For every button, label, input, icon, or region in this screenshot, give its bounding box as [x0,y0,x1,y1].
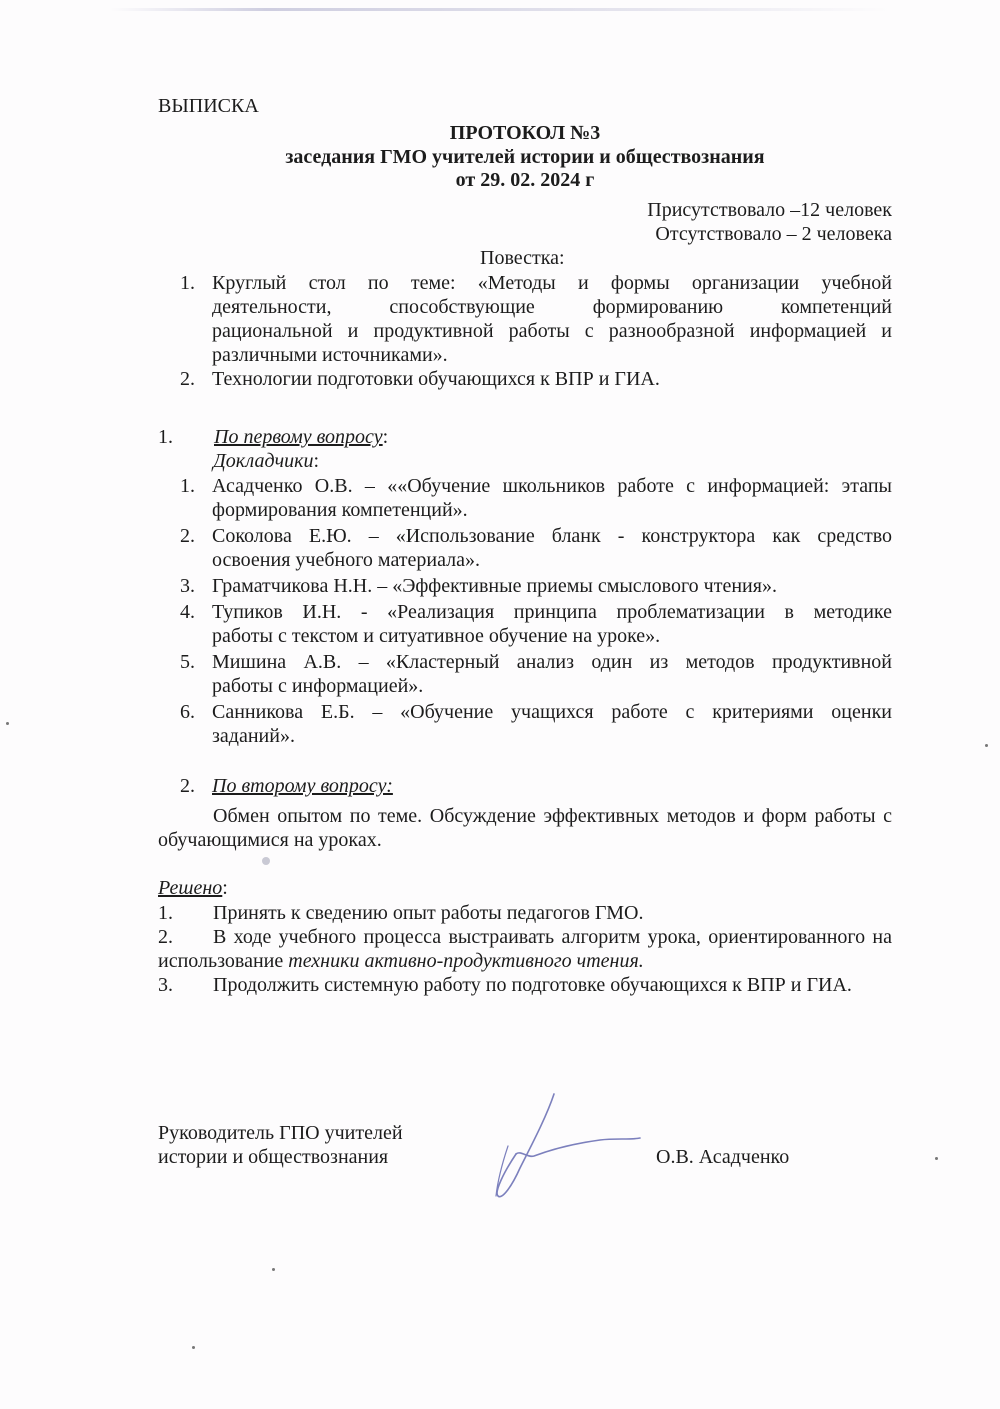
speaker-item [180,524,892,572]
speaker-number: 6. [180,701,195,723]
protocol-subtitle: заседания ГМО учителей истории и обществознания [285,146,765,168]
speaker-line: работы с информацией». [212,675,424,697]
handwritten-signature [490,1088,650,1208]
decision-number: 1. [158,902,173,924]
speaker-number: 5. [180,651,195,673]
attendance-present: Присутствовало –12 человек [647,199,892,221]
scan-artifact [110,8,890,11]
speaker-line: Мишина А.В. – «Кластерный анализ один из методов продуктивной [212,651,892,673]
speaker-line: Соколова Е.Ю. – «Использование бланк - конструктора как средство [212,525,892,547]
scan-speck [6,722,9,725]
second-question-number: 2. [180,775,195,797]
signatory-position-line: истории и обществознания [158,1146,389,1168]
document-label: ВЫПИСКА [158,95,259,117]
decisions-list [158,901,892,997]
decision-text: В ходе учебного процесса выстраивать алгоритм урока, ориентированного на использование [158,926,892,972]
decided-heading [158,876,228,900]
agenda-item-line: рациональной и продуктивной работы с разнообразной информацией и [212,320,892,342]
decided-label: Решено [158,877,223,899]
decision-item [158,973,892,997]
speaker-line: работы с текстом и ситуативное обучение на уроке». [212,625,661,647]
decision-item [158,925,892,973]
speaker-number: 4. [180,601,195,623]
speaker-number: 2. [180,525,195,547]
speaker-item [180,474,892,522]
speaker-line: освоения учебного материала». [212,549,481,571]
scan-speck [262,857,270,865]
signatory-position [158,1121,403,1169]
decided-colon: : [222,877,228,899]
second-question-text: Обмен опытом по теме. Обсуждение эффективных методов и форм работы с обучающимися на уроках. [158,805,892,851]
speaker-number: 3. [180,575,195,597]
speaker-line: Тупиков И.Н. - «Реализация принципа проблематизации в методике [212,601,892,623]
signatory-position-line: Руководитель ГПО учителей [158,1122,403,1144]
signatory-name: О.В. Асадченко [656,1146,790,1168]
decision-text-italic: техники активно-продуктивного чтения. [288,950,644,972]
scan-speck [272,1268,275,1271]
agenda-item-line: деятельности, способствующие формированию компетенций [212,296,892,318]
agenda-list [180,271,892,391]
second-question-heading [180,774,393,798]
second-question-label: По второму вопросу: [212,775,393,797]
speaker-item [180,700,892,748]
speakers-heading [213,449,319,473]
agenda-item [180,367,892,391]
decision-number: 2. [158,926,173,948]
agenda-item-number: 1. [180,272,195,294]
speakers-label: Докладчики [213,450,314,472]
protocol-date: от 29. 02. 2024 г [455,169,595,191]
speaker-line: формирования компетенций». [212,499,468,521]
agenda-item-number: 2. [180,368,195,390]
agenda-item-line: Технологии подготовки обучающихся к ВПР и ГИА. [212,368,660,390]
agenda-item-line: Круглый стол по теме: «Методы и формы организации учебной [212,272,892,294]
decision-item [158,901,892,925]
agenda-item [180,271,892,367]
first-question-label: По первому вопросу [214,426,383,448]
first-question-number: 1. [158,426,173,448]
speaker-item [180,600,892,648]
protocol-title: ПРОТОКОЛ №3 [449,122,601,144]
scan-speck [192,1346,195,1349]
agenda-item-line: различными источниками». [212,344,448,366]
speaker-line: Граматчикова Н.Н. – «Эффективные приемы смыслового чтения». [212,575,777,597]
speaker-line: Санникова Е.Б. – «Обучение учащихся работе с критериями оценки [212,701,892,723]
decision-text: Продолжить системную работу по подготовке обучающихся к ВПР и ГИА. [213,974,852,996]
speakers-list [180,474,892,750]
speaker-line: заданий». [212,725,295,747]
speaker-item [180,650,892,698]
scan-speck [935,1157,938,1160]
speakers-colon: : [313,450,320,472]
scan-speck [985,744,988,747]
decision-number: 3. [158,974,173,996]
speaker-number: 1. [180,475,195,497]
decision-text: Принять к сведению опыт работы педагогов ГМО. [213,902,644,924]
first-question-colon: : [382,426,389,448]
agenda-title: Повестка: [480,247,565,269]
attendance-absent: Отсутствовало – 2 человека [655,223,892,245]
speaker-line: Асадченко О.В. – ««Обучение школьников работе с информацией: этапы [212,475,892,497]
speaker-item [180,574,892,598]
